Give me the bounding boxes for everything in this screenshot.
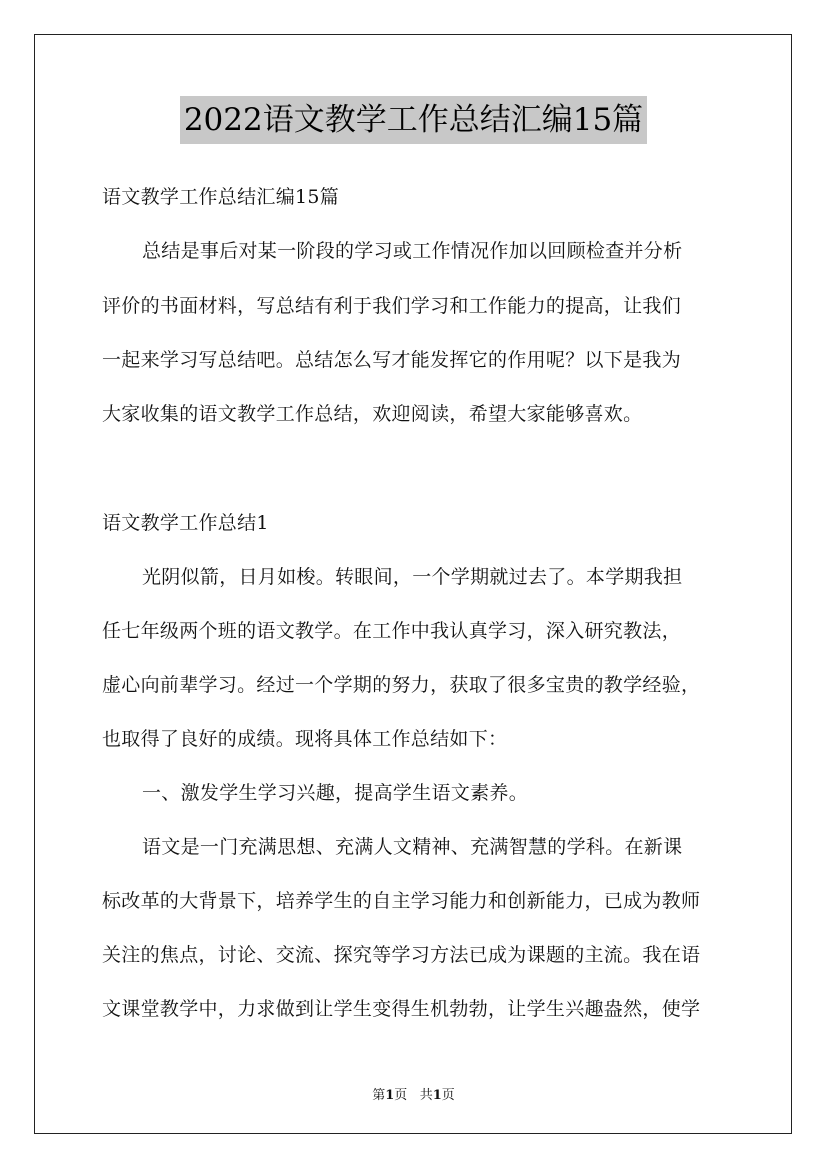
intro-line: 总结是事后对某一阶段的学习或工作情况作加以回顾检查并分析 <box>142 240 683 262</box>
intro-line: 评价的书面材料，写总结有利于我们学习和工作能力的提高，让我们 <box>102 295 682 317</box>
title-container <box>0 96 827 144</box>
paragraph-line: 任七年级两个班的语文教学。在工作中我认真学习，深入研究教法， <box>102 620 682 642</box>
paragraph-line: 也取得了良好的成绩。现将具体工作总结如下： <box>102 728 508 750</box>
total-pages: 1 <box>432 1088 442 1103</box>
page-number: 1 <box>385 1088 395 1103</box>
intro-line: 大家收集的语文教学工作总结，欢迎阅读，希望大家能够喜欢。 <box>102 403 643 425</box>
document-title: 2022语文教学工作总结汇编15篇 <box>180 96 647 144</box>
intro-line: 一起来学习写总结吧。总结怎么写才能发挥它的作用呢？以下是我为 <box>102 349 682 371</box>
page-prefix: 第 <box>372 1088 386 1103</box>
document-subtitle: 语文教学工作总结汇编15篇 <box>102 186 340 208</box>
total-suffix: 页 <box>441 1088 455 1103</box>
point-heading: 一、激发学生学习兴趣，提高学生语文素养。 <box>142 782 529 804</box>
page-suffix: 页 <box>394 1088 408 1103</box>
paragraph-line: 光阴似箭，日月如梭。转眼间，一个学期就过去了。本学期我担 <box>142 566 683 588</box>
paragraph-line: 语文是一门充满思想、充满人文精神、充满智慧的学科。在新课 <box>142 836 683 858</box>
paragraph-line: 虚心向前辈学习。经过一个学期的努力，获取了很多宝贵的教学经验， <box>102 674 701 696</box>
paragraph-line: 关注的焦点，讨论、交流、探究等学习方法已成为课题的主流。我在语 <box>102 944 701 966</box>
page-footer <box>0 1084 827 1103</box>
paragraph-line: 标改革的大背景下，培养学生的自主学习能力和创新能力，已成为教师 <box>102 890 701 912</box>
total-prefix: 共 <box>419 1088 433 1103</box>
section-heading: 语文教学工作总结1 <box>102 512 269 534</box>
paragraph-line: 文课堂教学中，力求做到让学生变得生机勃勃，让学生兴趣盎然，使学 <box>102 998 701 1020</box>
